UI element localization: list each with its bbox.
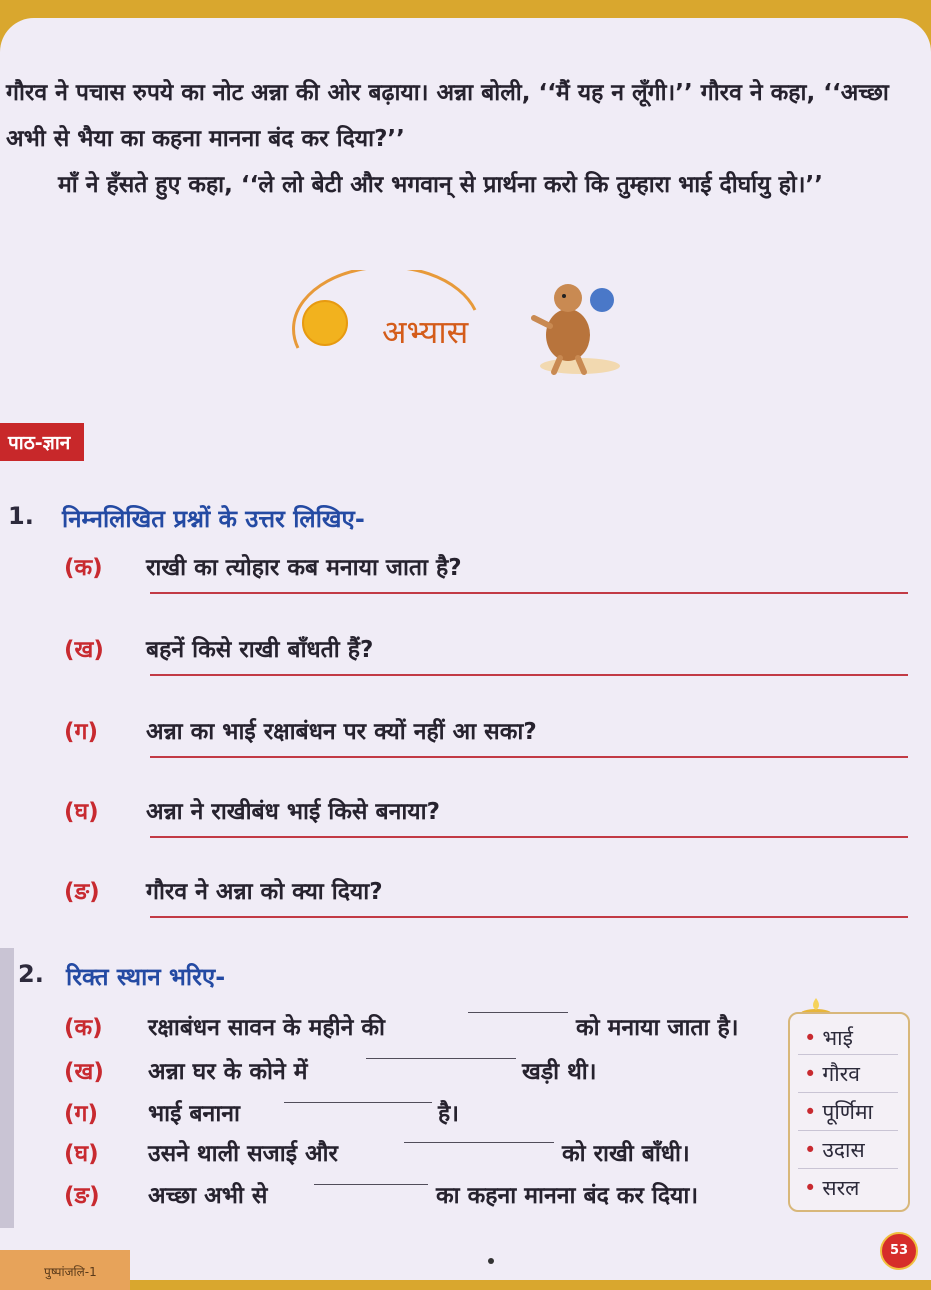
fill-blank[interactable] bbox=[468, 1012, 568, 1013]
q2-item-label: (ङ) bbox=[64, 1183, 100, 1209]
fill-blank[interactable] bbox=[314, 1184, 428, 1185]
divider bbox=[798, 1054, 898, 1055]
q2-item-label: (ख) bbox=[64, 1059, 104, 1085]
q2-item-before: अन्ना घर के कोने में bbox=[148, 1059, 308, 1085]
word-bank bbox=[788, 1012, 910, 1212]
bullet-icon: • bbox=[804, 1026, 817, 1050]
q2-item-after: को राखी बाँधी। bbox=[562, 1141, 690, 1167]
divider bbox=[798, 1168, 898, 1169]
q2-item-before: भाई बनाना bbox=[148, 1101, 241, 1127]
bullet-icon: • bbox=[804, 1176, 817, 1200]
answer-line[interactable] bbox=[150, 756, 908, 758]
story-paragraph-1: गौरव ने पचास रुपये का नोट अन्ना की ओर बढ़ाया। अन्ना बोली, ‘‘मैं यह न लूँगी।’’ गौरव ने कहा, ‘‘अच्छा अभी से भैया का कहना मानना बंद कर दिया?’’ bbox=[6, 80, 889, 152]
q2-item-before: रक्षाबंधन सावन के महीने की bbox=[148, 1015, 385, 1041]
fill-blank[interactable] bbox=[404, 1142, 554, 1143]
bullet-icon: • bbox=[804, 1100, 817, 1124]
q1-item-label: (ग) bbox=[64, 719, 98, 745]
fill-blank[interactable] bbox=[284, 1102, 432, 1103]
question-2-number: 2. bbox=[18, 960, 44, 988]
q1-item-label: (घ) bbox=[64, 799, 99, 825]
q2-item-after: है। bbox=[438, 1101, 459, 1127]
q1-item-text: बहनें किसे राखी बाँधती हैं? bbox=[146, 637, 374, 663]
footer-book-title: पुष्पांजलि-1 bbox=[44, 1265, 97, 1279]
answer-line[interactable] bbox=[150, 674, 908, 676]
question-2-heading: रिक्त स्थान भरिए- bbox=[66, 963, 226, 991]
word-bank-item: • उदास bbox=[804, 1138, 865, 1162]
divider bbox=[798, 1092, 898, 1093]
q1-item-text: गौरव ने अन्ना को क्या दिया? bbox=[146, 879, 383, 905]
q1-item-label: (ङ) bbox=[64, 879, 100, 905]
page-edge bbox=[0, 948, 14, 1228]
sun-icon bbox=[302, 300, 348, 346]
q1-item-label: (क) bbox=[64, 555, 103, 581]
fill-blank[interactable] bbox=[366, 1058, 516, 1059]
q2-item-label: (क) bbox=[64, 1015, 103, 1041]
q2-item-after: खड़ी थी। bbox=[522, 1059, 597, 1085]
textbook-page bbox=[0, 18, 931, 1280]
q2-item-before: उसने थाली सजाई और bbox=[148, 1141, 338, 1167]
page-number: 53 bbox=[880, 1232, 918, 1270]
word-bank-item: • सरल bbox=[804, 1176, 860, 1200]
question-1-number: 1. bbox=[8, 502, 34, 530]
exercise-title: अभ्यास bbox=[382, 313, 469, 351]
bullet-icon: • bbox=[804, 1062, 817, 1086]
answer-line[interactable] bbox=[150, 592, 908, 594]
q2-item-label: (घ) bbox=[64, 1141, 99, 1167]
q1-item-text: राखी का त्योहार कब मनाया जाता है? bbox=[146, 555, 462, 581]
exercise-heading bbox=[290, 270, 630, 390]
decorative-dot bbox=[488, 1258, 494, 1264]
word-bank-item: • पूर्णिमा bbox=[804, 1100, 873, 1124]
divider bbox=[798, 1130, 898, 1131]
story-paragraph-2: माँ ने हँसते हुए कहा, ‘‘ले लो बेटी और भगवान् से प्रार्थना करो कि तुम्हारा भाई दीर्घायु हो।’’ bbox=[58, 172, 823, 198]
q1-item-text: अन्ना का भाई रक्षाबंधन पर क्यों नहीं आ सका? bbox=[146, 719, 537, 745]
q2-item-after: को मनाया जाता है। bbox=[576, 1015, 739, 1041]
question-1-heading: निम्नलिखित प्रश्नों के उत्तर लिखिए- bbox=[62, 505, 365, 533]
q1-item-label: (ख) bbox=[64, 637, 104, 663]
answer-line[interactable] bbox=[150, 836, 908, 838]
turtle-mascot-icon bbox=[530, 270, 620, 380]
q2-item-label: (ग) bbox=[64, 1101, 98, 1127]
section-label: पाठ-ज्ञान bbox=[0, 423, 84, 461]
q1-item-text: अन्ना ने राखीबंध भाई किसे बनाया? bbox=[146, 799, 440, 825]
word-bank-item: • गौरव bbox=[804, 1062, 860, 1086]
q2-item-before: अच्छा अभी से bbox=[148, 1183, 268, 1209]
word-bank-item: • भाई bbox=[804, 1026, 853, 1050]
q2-item-after: का कहना मानना बंद कर दिया। bbox=[436, 1183, 699, 1209]
bullet-icon: • bbox=[804, 1138, 817, 1162]
answer-line[interactable] bbox=[150, 916, 908, 918]
